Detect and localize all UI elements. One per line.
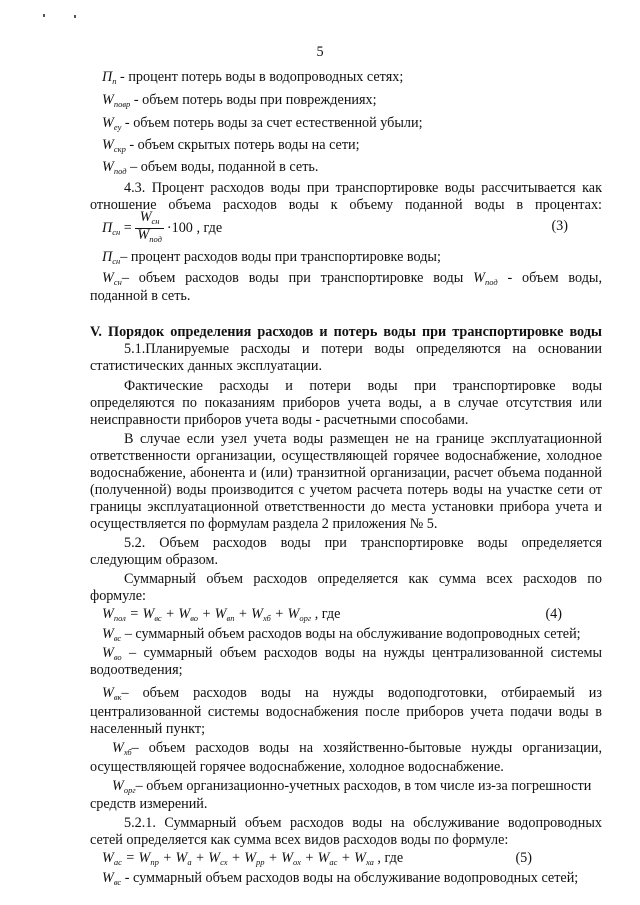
equation-number: (5) [515, 850, 532, 866]
scan-dot [43, 14, 45, 17]
fraction: $\frac{W_{сн}}{W_{под}}$ [137, 209, 162, 244]
definition-line: $W_{хб}-$ объем расходов воды на хозяйственно-бытовые нужды организации, [112, 740, 602, 757]
definition-line: $W_{скр}$ - объем скрытых потерь воды на сети; [102, 137, 360, 154]
paragraph-line: (полученной) воды производится с учетом расчета потерь воды на участке сети от [90, 482, 602, 498]
definition-line: $W_{орг}-$ объем организационно-учетных расходов, в том числе из-за погрешности [112, 778, 592, 795]
paragraph-line: осуществляется по формулам раздела 2 приложения № 5. [90, 516, 438, 532]
formula-4-expression: $W_{пол} = W_{вс} + W_{во} + W_{вп} + W_{хб} + W_{орг}$ [102, 606, 312, 623]
paragraph-line: 5.2.1. Суммарный объем расходов воды на обслуживание водопроводных [124, 815, 602, 831]
paragraph-line: неисправности приборов учета воды - расчетными способами. [90, 412, 469, 428]
formula-3: $П_{сн}$ = $\frac{W_{сн}}{W_{под}}$ ·100 , где [102, 209, 223, 244]
paragraph-line: 5.1.Планируемые расходы и потери воды определяются на основании [124, 341, 602, 357]
page-number: 5 [316, 44, 324, 60]
paragraph-line: границы эксплуатационной ответственности до места установки прибора учета и [90, 499, 602, 515]
definition-line: $П_{сн}-$ процент расходов воды при транспортировке воды; [102, 249, 441, 266]
definition-line: $W_{повр}$ - объем потерь воды при повреждениях; [102, 92, 377, 109]
paragraph-line: средств измерений. [90, 796, 208, 812]
paragraph-line: 4.3. Процент расходов воды при транспортировке воды рассчитывается как [124, 180, 602, 196]
paragraph-line: сетей определяется как сумма всех видов расходов воды по формуле: [90, 832, 509, 848]
paragraph-line: формуле: [90, 588, 146, 604]
formula-5-expression: $W_{ас} = W_{пр} + W_а + W_{сх} + W_{рр} + W_{ох} + W_{ас} + W_{ха}$ [102, 850, 374, 867]
paragraph-line: Фактические расходы и потери воды при транспортировке воды [124, 378, 602, 394]
paragraph-line: осуществляющей горячее водоснабжение, холодное водоснабжение. [90, 759, 504, 775]
paragraph-line: Суммарный объем расходов определяется как сумма всех расходов по [124, 571, 602, 587]
definition-line: $W_{вк}-$ объем расходов воды на нужды водоподготовки, отбираемый из [102, 685, 602, 702]
paragraph-line: водоснабжение, абонента и (или) транзитной организации, расчет объема поданной [90, 465, 602, 481]
paragraph-line: централизованной системы водоснабжения после приборов учета подачи воды в [90, 704, 602, 720]
formula-4: $W_{пол} = W_{вс} + W_{во} + W_{вп} + W_{хб} + W_{орг}$ , где [102, 606, 602, 627]
definition-line: $W_{еу}$ - объем потерь воды за счет естественной убыли; [102, 115, 423, 132]
scan-dot [74, 15, 76, 18]
paragraph-line: статистических данных эксплуатации. [90, 358, 322, 374]
equation-number: (3) [551, 218, 568, 234]
definition-line: $W_{вс}$ - суммарный объем расходов воды на обслуживание водопроводных сетей; [102, 870, 579, 887]
section-title: V. Порядок определения расходов и потерь воды при транспортировке воды [90, 324, 602, 340]
definition-line: $W_{вс}$ – суммарный объем расходов воды на обслуживание водопроводных сетей; [102, 626, 581, 643]
definition-line: $W_{во}$ – суммарный объем расходов воды на нужды централизованной системы [102, 645, 602, 662]
paragraph-line: поданной в сеть. [90, 288, 191, 304]
formula-5: $W_{ас} = W_{пр} + W_а + W_{сх} + W_{рр} + W_{ох} + W_{ас} + W_{ха}$ , где [102, 850, 602, 871]
definition-line: $W_{сн}-$ объем расходов воды при транспортировке воды $W_{под}$ - объем воды, [102, 270, 603, 287]
equation-number: (4) [545, 606, 562, 622]
paragraph-line: 5.2. Объем расходов воды при транспортировке воды определяется [124, 535, 602, 551]
definition-line: $П_п$ - процент потерь воды в водопроводных сетях; [102, 69, 404, 86]
paragraph-line: водоотведения; [90, 662, 183, 678]
paragraph-line: ответственности организации, осуществляющей горячее водоснабжение, холодное [90, 448, 602, 464]
paragraph-line: отношение объема расходов воды к объему поданной воды в процентах: [90, 197, 602, 213]
definition-line: $W_{под}$ – объем воды, поданной в сеть. [102, 159, 319, 176]
paragraph-line: следующим образом. [90, 552, 219, 568]
paragraph-line: В случае если узел учета воды размещен не на границе эксплуатационной [124, 431, 602, 447]
paragraph-line: населенный пункт; [90, 721, 206, 737]
paragraph-line: определяются по показаниям приборов учета воды, а в случае отсутствия или [90, 395, 602, 411]
